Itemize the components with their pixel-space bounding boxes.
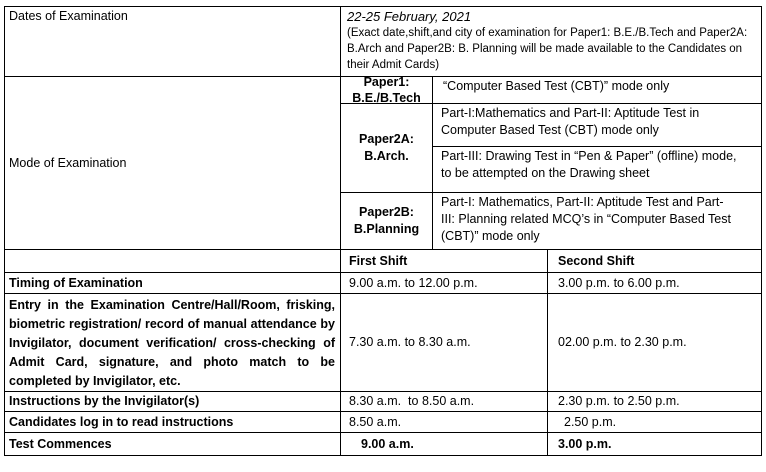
login-second-text: 2.50 p.m.	[564, 414, 617, 429]
entry-first	[341, 294, 547, 391]
paper2b-desc	[433, 193, 761, 249]
first-shift-header	[341, 250, 547, 272]
entry-second-text: 02.00 p.m. to 2.30 p.m.	[558, 335, 687, 349]
paper2a-name-line2: B.Arch.	[364, 149, 409, 163]
paper2b-desc-text: Part-I: Mathematics, Part-II: Aptitude Test and Part-III: Planning related MCQ’s in “Computer Based Test (CBT)” mode only	[441, 195, 731, 243]
instructions-label	[5, 392, 340, 411]
paper1-desc-text: “Computer Based Test (CBT)” mode only	[443, 79, 670, 93]
mode-label	[5, 77, 340, 249]
entry-second	[548, 294, 761, 391]
instructions-second	[548, 392, 761, 411]
timing-first-text: 9.00 a.m. to 12.00 p.m.	[349, 275, 478, 290]
dates-value-cell	[341, 7, 761, 76]
paper1-desc	[433, 77, 761, 103]
paper2b-name-line2: B.Planning	[353, 222, 420, 236]
entry-label	[5, 294, 340, 391]
dates-label-text: Dates of Examination	[9, 9, 128, 23]
login-second	[548, 412, 761, 432]
dates-label	[5, 7, 340, 76]
second-shift-header-text: Second Shift	[558, 253, 635, 268]
first-shift-header-text: First Shift	[349, 253, 408, 268]
commence-label-text: Test Commences	[9, 436, 112, 451]
timing-second-text: 3.00 p.m. to 6.00 p.m.	[558, 275, 680, 290]
commence-first-text: 9.00 a.m.	[361, 436, 414, 451]
commence-second-text: 3.00 p.m.	[558, 436, 612, 451]
paper1-name	[341, 77, 432, 103]
paper2a-name-line1: Paper2A:	[359, 132, 414, 146]
entry-label-text: Entry in the Examination Centre/Hall/Room, frisking, biometric registration/ record of manual attendance by Invigilator, document verification/ cross-checking of Admit Card, signature, and photo match to be completed by Invigilator, etc.	[9, 298, 335, 388]
paper2b-name	[341, 193, 432, 249]
paper1-name-line1: Paper1:	[363, 77, 410, 89]
commence-second	[548, 433, 761, 455]
login-first-text: 8.50 a.m.	[349, 414, 402, 429]
login-first	[341, 412, 547, 432]
login-label	[5, 412, 340, 432]
dates-note: (Exact date,shift,and city of examination for Paper1: B.E./B.Tech and Paper2A: B.Arch and Paper2B: B. Planning will be made available to the Candidates on their Admit Cards)	[347, 27, 748, 71]
instructions-second-text: 2.30 p.m. to 2.50 p.m.	[558, 394, 680, 408]
exam-dates: 22-25 February, 2021	[347, 9, 472, 24]
commence-label	[5, 433, 340, 455]
paper2b-name-line1: Paper2B:	[359, 205, 414, 219]
mode-label-text: Mode of Examination	[9, 155, 127, 170]
paper2a-desc2-text: Part-III: Drawing Test in “Pen & Paper” (offline) mode, to be attempted on the Drawing sheet	[441, 149, 737, 180]
paper2a-desc1	[433, 104, 761, 146]
paper2a-desc1-text: Part-I:Mathematics and Part-II: Aptitude Test in Computer Based Test (CBT) mode only	[441, 106, 700, 137]
second-shift-header	[548, 250, 761, 272]
paper1-name-line2: B.E./B.Tech	[352, 91, 421, 103]
commence-first	[341, 433, 547, 455]
instructions-label-text: Instructions by the Invigilator(s)	[9, 394, 200, 408]
paper2a-desc2	[433, 147, 761, 192]
instructions-first	[341, 392, 547, 411]
paper2a-name	[341, 104, 432, 192]
entry-first-text: 7.30 a.m. to 8.30 a.m.	[349, 335, 471, 349]
login-label-text: Candidates log in to read instructions	[9, 414, 234, 429]
timing-first	[341, 273, 547, 293]
exam-schedule-table	[4, 6, 762, 456]
timing-second	[548, 273, 761, 293]
timing-label	[5, 273, 340, 293]
instructions-first-text: 8.30 a.m. to 8.50 a.m.	[349, 394, 475, 408]
timing-label-text: Timing of Examination	[9, 275, 143, 290]
